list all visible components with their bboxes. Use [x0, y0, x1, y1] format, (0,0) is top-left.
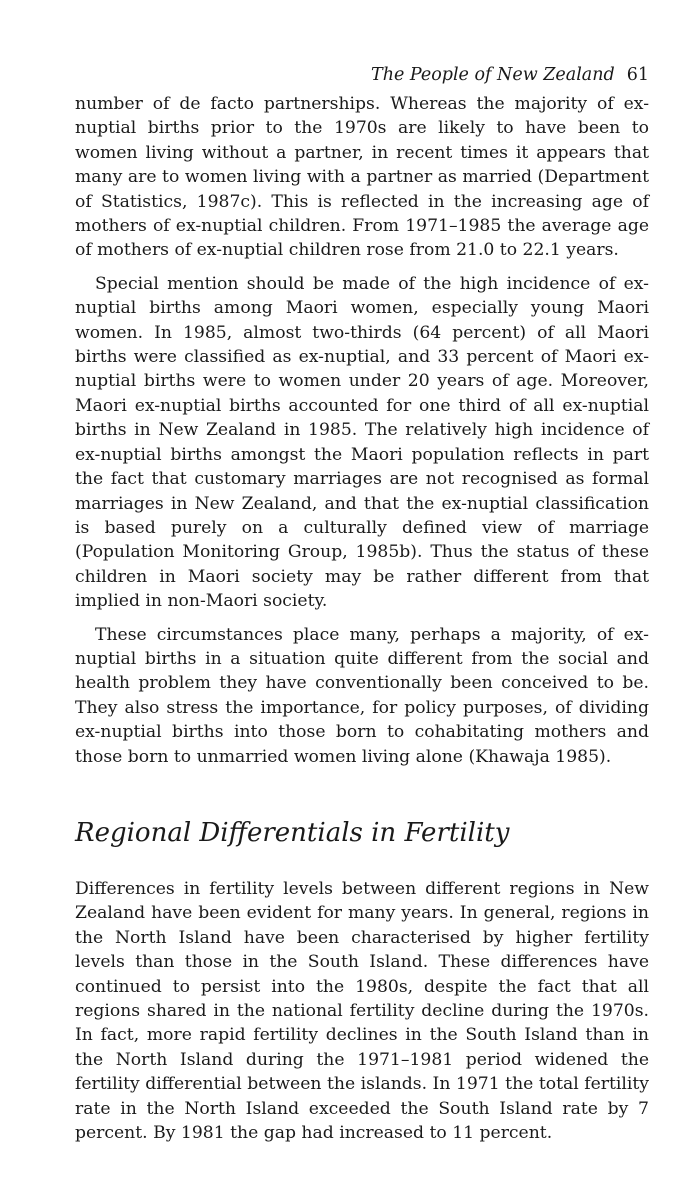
- body-text: [75, 92, 649, 1145]
- running-title: The People of New Zealand: [371, 65, 615, 85]
- book-page: [75, 62, 649, 1145]
- paragraph-regional-differences: Differences in fertility levels between different regions in New Zealand have been evident for many years. In general, regions in the North Island have been characterised by higher fertility levels than those in the South Island. These differences have continued to persist into the 1980s, despite the fact that all regions shared in the national fertility decline during the 1970s. In fact, more rapid fertility declines in the South Island than in the North Island during the 1971–1981 period widened the fertility differential between the islands. In 1971 the total fertility rate in the North Island exceeded the South Island rate by 7 percent. By 1981 the gap had increased to 11 percent.: [75, 878, 649, 1144]
- section-heading: Regional Differentials in Fertility: [75, 817, 510, 848]
- page-number: 61: [626, 65, 649, 85]
- running-header: [75, 62, 649, 90]
- paragraph-maori-births: Special mention should be made of the high incidence of ex-nuptial births among Maori women, especially young Maori women. In 1985, almost two-thirds (64 percent) of all Maori births were classified as ex-nuptial, and 33 percent of Maori ex-nuptial births were to women under 20 years of age. Moreover, Maori ex-nuptial births accounted for one third of all ex-nuptial births in New Zealand in 1985. The relatively high incidence of ex-nuptial births amongst the Maori population reflects in part the fact that customary marriages are not recognised as formal marriages in New Zealand, and that the ex-nuptial classification is based purely on a culturally defined view of marriage (Population Monitoring Group, 1985b). Thus the status of these children in Maori society may be rather different from that implied in non-Maori society.: [75, 273, 649, 612]
- paragraph-circumstances: These circumstances place many, perhaps a majority, of ex-nuptial births in a situation quite different from the social and health problem they have conventionally been conceived to be. They also stress the importance, for policy purposes, of dividing ex-nuptial births into those born to cohabitating mothers and those born to unmarried women living alone (Khawaja 1985).: [75, 624, 649, 767]
- paragraph-continuation: number of de facto partnerships. Whereas the majority of ex-nuptial births prior to the 1970s are likely to have been to women living without a partner, in recent times it appears that many are to women living with a partner as married (Department of Statistics, 1987c). This is reflected in the increasing age of mothers of ex-nuptial children. From 1971–1985 the average age of mothers of ex-nuptial children rose from 21.0 to 22.1 years.: [75, 94, 649, 261]
